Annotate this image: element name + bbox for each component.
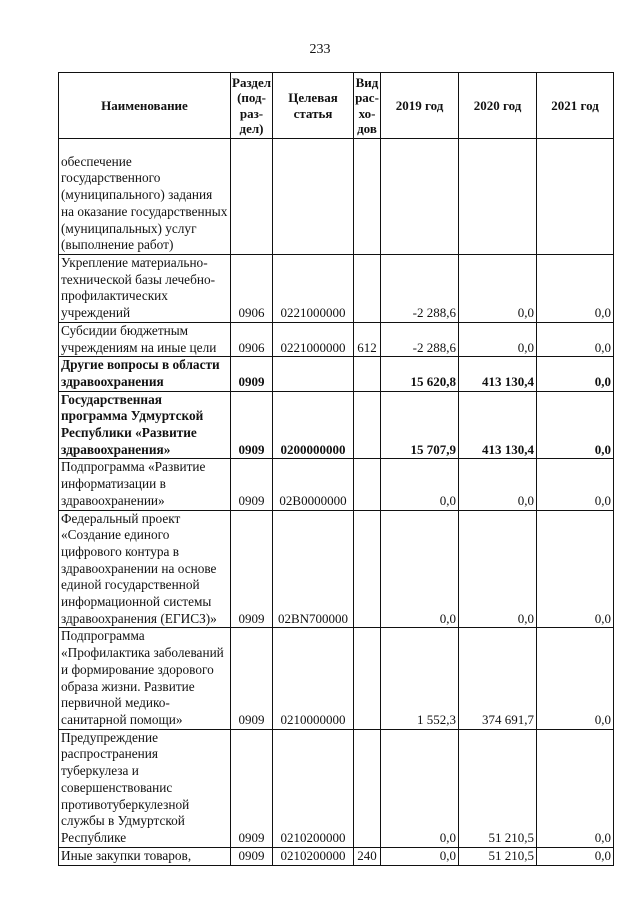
- row-section: 0909: [231, 628, 273, 729]
- row-article: 02B0000000: [273, 459, 354, 510]
- row-section: 0909: [231, 391, 273, 459]
- row-2020: 413 130,4: [459, 357, 537, 391]
- row-2020: 0,0: [459, 510, 537, 628]
- row-name: Подпрограмма «Профилактика заболеваний и формирование здорового образа жизни. Развитие первичной медико-санитарной помощи»: [59, 628, 231, 729]
- row-name: Укрепление материально-технической базы лечебно-профилактических учреждений: [59, 255, 231, 323]
- row-2019: -2 288,6: [381, 255, 459, 323]
- row-2021: 0,0: [537, 459, 614, 510]
- header-2019: 2019 год: [381, 73, 459, 139]
- row-kind: [354, 255, 381, 323]
- row-name: Субсидии бюджетным учреждениям на иные цели: [59, 322, 231, 356]
- table-row: [59, 459, 614, 510]
- row-kind: 240: [354, 847, 381, 865]
- table-row: [59, 729, 614, 847]
- row-2021: 0,0: [537, 357, 614, 391]
- row-article: 0200000000: [273, 391, 354, 459]
- row-name: Государственная программа Удмуртской Республики «Развитие здравоохранения»: [59, 391, 231, 459]
- header-kind-line: дов: [357, 121, 377, 136]
- row-article: [273, 139, 354, 255]
- row-2020: 374 691,7: [459, 628, 537, 729]
- header-kind-line: Вид: [355, 74, 379, 90]
- row-kind: [354, 391, 381, 459]
- row-2019: -2 288,6: [381, 322, 459, 356]
- row-kind: [354, 729, 381, 847]
- row-2021: 0,0: [537, 510, 614, 628]
- header-section-line: (под-: [237, 90, 266, 105]
- row-name: Подпрограмма «Развитие информатизации в здравоохранении»: [59, 459, 231, 510]
- row-2019: 0,0: [381, 459, 459, 510]
- row-section: 0909: [231, 729, 273, 847]
- row-2021: 0,0: [537, 628, 614, 729]
- row-2020: 51 210,5: [459, 847, 537, 865]
- row-name: Федеральный проект «Создание единого цифрового контура в здравоохранении на основе единой государственной информационной системы здравоохранения (ЕГИСЗ)»: [59, 510, 231, 628]
- row-article: 0221000000: [273, 322, 354, 356]
- header-article-line: Целевая: [288, 90, 338, 105]
- row-kind: [354, 357, 381, 391]
- row-2019: 1 552,3: [381, 628, 459, 729]
- row-section: 0906: [231, 255, 273, 323]
- header-2020: 2020 год: [459, 73, 537, 139]
- header-kind: [354, 73, 381, 139]
- row-kind: 612: [354, 322, 381, 356]
- row-section: 0909: [231, 510, 273, 628]
- row-kind: [354, 510, 381, 628]
- table-row: [59, 322, 614, 356]
- header-article: [273, 73, 354, 139]
- header-kind-line: хо-: [358, 105, 376, 121]
- row-article: 0221000000: [273, 255, 354, 323]
- row-2020: 413 130,4: [459, 391, 537, 459]
- row-article: 02BN700000: [273, 510, 354, 628]
- row-section: 0909: [231, 459, 273, 510]
- row-2019: 15 620,8: [381, 357, 459, 391]
- row-article: 0210200000: [273, 729, 354, 847]
- budget-table: [58, 72, 614, 866]
- row-2021: 0,0: [537, 729, 614, 847]
- table-row: [59, 139, 614, 255]
- header-section: [231, 73, 273, 139]
- row-section: 0909: [231, 357, 273, 391]
- row-section: 0906: [231, 322, 273, 356]
- header-row: [59, 73, 614, 139]
- header-2021: 2021 год: [537, 73, 614, 139]
- table-row: [59, 847, 614, 865]
- row-2021: 0,0: [537, 255, 614, 323]
- row-2021: 0,0: [537, 322, 614, 356]
- row-2020: 0,0: [459, 459, 537, 510]
- row-2019: 0,0: [381, 847, 459, 865]
- row-article: 0210000000: [273, 628, 354, 729]
- row-2019: [381, 139, 459, 255]
- row-section: [231, 139, 273, 255]
- table-row: [59, 255, 614, 323]
- row-name: обеспечение государственного (муниципального) задания на оказание государственных (муниципальных) услуг (выполнение работ): [59, 139, 231, 255]
- row-2021: 0,0: [537, 391, 614, 459]
- table-row: [59, 510, 614, 628]
- row-2019: 0,0: [381, 729, 459, 847]
- row-article: 0210200000: [273, 847, 354, 865]
- row-article: [273, 357, 354, 391]
- row-2019: 15 707,9: [381, 391, 459, 459]
- row-2020: 51 210,5: [459, 729, 537, 847]
- header-section-line: Раздел: [232, 74, 272, 90]
- row-name: Другие вопросы в области здравоохранения: [59, 357, 231, 391]
- table-row: [59, 628, 614, 729]
- row-kind: [354, 459, 381, 510]
- row-2021: 0,0: [537, 847, 614, 865]
- header-name: Наименование: [59, 73, 231, 139]
- row-2020: 0,0: [459, 255, 537, 323]
- header-kind-line: рас-: [355, 90, 379, 105]
- row-2020: [459, 139, 537, 255]
- page-number: 233: [309, 42, 331, 57]
- row-2020: 0,0: [459, 322, 537, 356]
- table-row: [59, 391, 614, 459]
- row-kind: [354, 628, 381, 729]
- row-2019: 0,0: [381, 510, 459, 628]
- header-section-line: раз-: [239, 105, 264, 121]
- row-kind: [354, 139, 381, 255]
- header-section-line: дел): [239, 121, 264, 136]
- row-name: Иные закупки товаров,: [59, 847, 231, 865]
- row-section: 0909: [231, 847, 273, 865]
- header-article-line: статья: [293, 105, 333, 121]
- row-name: Предупреждение распространения туберкулеза и совершенствованис противотуберкулезной службы в Удмуртской Республике: [59, 729, 231, 847]
- row-2021: [537, 139, 614, 255]
- table-row: [59, 357, 614, 391]
